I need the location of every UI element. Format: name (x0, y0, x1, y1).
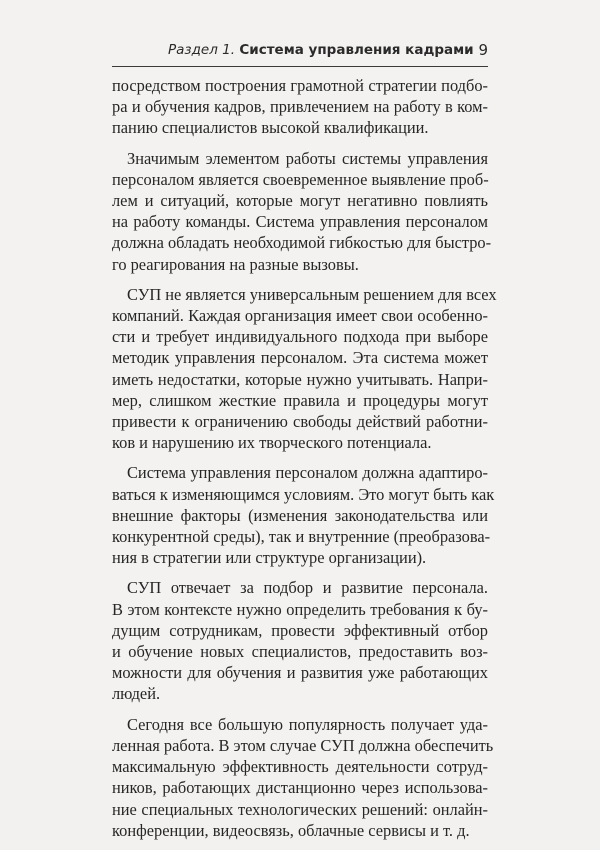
text-line: ленная работа. В этом случае СУП должна обеспечить (112, 735, 494, 755)
section-heading (168, 42, 474, 58)
text-line: ра и обучения кадров, привлечением на работу в ком- (112, 97, 488, 117)
header-rule (112, 66, 488, 67)
section-title: Система управления кадрами (239, 42, 474, 58)
text-line: должна обладать необходимой гибкостью для быстро- (112, 233, 492, 253)
text-line: Значимым элементом работы системы управления (127, 148, 488, 168)
body-text (112, 75, 497, 850)
paragraph (112, 148, 492, 275)
text-line: конкурентной среды), так и внутренние (преобразова- (112, 527, 491, 547)
text-line: методик управления персоналом. Эта система может (112, 348, 488, 368)
text-line: Система управления персоналом должна адаптиро- (127, 463, 488, 483)
text-line: ваться к изменяющимся условиям. Это могут быть как (112, 484, 495, 504)
text-line: посредством построения грамотной стратегии подбо- (112, 76, 488, 95)
text-line: на работу команды. Система управления персоналом (112, 212, 488, 232)
text-line: ния в стратегии или структуре организации). (112, 548, 427, 568)
text-line: и обучение новых специалистов, предоставить воз- (112, 642, 488, 662)
text-line: СУП отвечает за подбор и развитие персонала. (127, 578, 488, 598)
text-line: го реагирования на разные вызовы. (112, 254, 359, 274)
text-line: максимальную эффективность деятельности сотруд- (112, 757, 488, 777)
text-line: можности для обучения и развития уже работающих (112, 663, 488, 683)
text-line: панию специалистов высокой квалификации. (112, 118, 429, 138)
paragraph (112, 462, 495, 568)
text-line: мер, слишком жесткие правила и процедуры могут (112, 390, 488, 410)
text-line: ние специальных технологических решений: онлайн- (112, 799, 488, 819)
text-line: компаний. Каждая организация имеет свои особенно- (112, 306, 488, 326)
text-line: иметь недостатки, которые нужно учитывать. Напри- (112, 369, 488, 389)
text-line: сти и требует индивидуального подхода при выборе (112, 327, 488, 347)
paragraph (112, 75, 488, 139)
paragraph (112, 714, 494, 841)
text-line: конференции, видеосвязь, облачные сервисы и т. д. (112, 820, 470, 840)
text-line: СУП не является универсальным решением для всех (127, 284, 497, 304)
text-line: персоналом является своевременное выявление проб- (112, 169, 489, 189)
text-line: ников, работающих дистанционно через использова- (112, 778, 488, 798)
section-number: Раздел 1. (168, 42, 236, 58)
text-line: дущим сотрудникам, провести эффективный отбор (112, 620, 488, 640)
text-line: ков и нарушению их творческого потенциала. (112, 433, 432, 453)
paragraph (112, 284, 497, 454)
text-line: лем и ситуаций, которые могут негативно повлиять (112, 191, 488, 211)
text-line: внешние факторы (изменения законодательства или (112, 505, 488, 525)
page-number: 9 (478, 41, 488, 59)
text-line: людей. (112, 684, 161, 704)
text-line: Сегодня все большую популярность получает уда- (127, 714, 488, 734)
text-line: привести к ограничению свободы действий работни- (112, 412, 488, 432)
paragraph (112, 577, 488, 704)
running-head (112, 40, 488, 62)
text-line: В этом контексте нужно определить требования к бу- (112, 599, 488, 619)
